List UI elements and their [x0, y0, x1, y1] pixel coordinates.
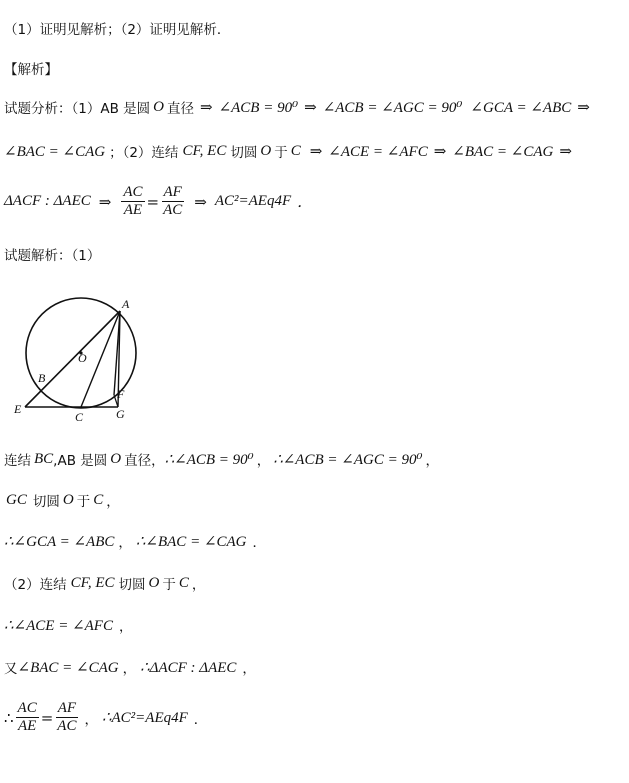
- solution-line-4: [4, 573, 205, 593]
- implies-arrow: ⇒: [304, 98, 317, 116]
- solution-text: ．: [193, 711, 208, 728]
- implies-arrow: ⇒: [199, 98, 213, 116]
- implies-arrow: ⇒: [559, 142, 572, 160]
- fraction: [55, 700, 78, 735]
- math-expression: CF, EC: [70, 574, 115, 591]
- solution-text: 连结: [4, 453, 31, 469]
- solution-text: ，: [122, 661, 137, 677]
- solution-text: 切圆: [118, 577, 146, 593]
- section-heading-text: 【解析】: [4, 62, 58, 78]
- solution-line-3: [4, 531, 266, 551]
- fraction-denominator: AE: [17, 718, 37, 734]
- label-c: C: [75, 410, 84, 424]
- geometry-figure: [10, 290, 160, 425]
- point-name: C: [290, 142, 301, 159]
- segment-name: BC: [34, 450, 54, 467]
- solution-text: 直径，: [124, 453, 165, 469]
- math-expression: ∠ACE = ∠AFC: [328, 143, 428, 160]
- analysis-line-3: [4, 184, 312, 219]
- answer-line: [4, 18, 230, 38]
- math-expression: AC²=AEq4F: [214, 193, 292, 209]
- point-name: C: [178, 574, 189, 591]
- fraction-numerator: AF: [57, 700, 77, 716]
- label-a: A: [122, 297, 130, 311]
- fraction-numerator: AC: [17, 700, 37, 716]
- solution-text: ，: [118, 619, 133, 635]
- implies-arrow: ⇒: [309, 142, 323, 160]
- period: ．: [297, 195, 313, 211]
- label-b: B: [38, 371, 46, 385]
- fraction-numerator: AC: [123, 184, 143, 200]
- math-expression: ∴∠ACB = ∠AGC = 90⁰: [273, 451, 423, 468]
- solution-line-2: [4, 490, 120, 510]
- math-expression: CF, EC: [182, 142, 227, 159]
- analysis-text: AB 是圆: [100, 101, 151, 117]
- solution-text: 于: [162, 577, 176, 593]
- equals-sign: =: [146, 192, 160, 211]
- solution-text: ，: [242, 661, 256, 677]
- solution-line-1: [4, 449, 439, 469]
- solution-line-6: [4, 657, 256, 677]
- solution-text: ，: [84, 711, 98, 728]
- label-f: F: [117, 387, 125, 401]
- solution-text: ，: [106, 494, 120, 510]
- analysis-text: ；（2）连结: [109, 145, 179, 161]
- math-expression: ∠BAC = ∠CAG: [452, 143, 554, 160]
- solution-text: ，: [191, 577, 206, 593]
- solution-text: ,AB 是圆: [53, 453, 108, 469]
- math-expression: ∴∠GCA = ∠ABC: [4, 533, 115, 550]
- circle-name: O: [260, 142, 272, 159]
- analysis-line-1: [4, 97, 596, 117]
- math-expression: ∴∠BAC = ∠CAG: [135, 533, 247, 550]
- math-expression: ∠ACB = ∠AGC = 90⁰: [322, 99, 463, 116]
- fraction-denominator: AE: [123, 202, 143, 218]
- label-e: E: [14, 402, 22, 416]
- math-expression: ∠BAC = ∠CAG: [4, 143, 106, 160]
- circle-name: O: [153, 98, 164, 115]
- solution-line-7: [4, 700, 207, 735]
- math-expression: ∴AC²=AEq4F: [101, 710, 188, 726]
- analysis-line-2: [4, 141, 578, 161]
- analysis-text: 切圆: [230, 145, 258, 161]
- analysis-text: 直径: [166, 101, 194, 117]
- therefore-symbol: ∴: [4, 708, 14, 727]
- solution-line-5: [4, 615, 132, 635]
- segment-name: GC: [6, 491, 27, 508]
- math-expression: ∴∠ACB = 90⁰: [164, 451, 254, 468]
- solution-label-line: [4, 244, 100, 264]
- analysis-text: 于: [274, 145, 288, 161]
- implies-arrow: ⇒: [98, 192, 112, 211]
- solution-text: ，: [256, 453, 271, 469]
- math-expression: ∠GCA = ∠ABC: [470, 99, 572, 116]
- circle-name: O: [110, 450, 122, 467]
- segment-ae: [25, 311, 120, 407]
- solution-text: （2）连结: [4, 577, 67, 593]
- fraction-denominator: AC: [163, 202, 183, 218]
- implies-arrow: ⇒: [577, 98, 590, 116]
- fraction: [161, 184, 184, 219]
- solution-text: 又: [4, 661, 18, 677]
- math-expression: ∠ACB = 90⁰: [218, 99, 299, 116]
- math-expression: ∴∠ACE = ∠AFC: [4, 617, 113, 634]
- equals-sign: =: [40, 708, 54, 727]
- circle-name: O: [62, 491, 74, 508]
- implies-arrow: ⇒: [194, 192, 207, 211]
- solution-text: 于: [76, 494, 91, 510]
- solution-text: ，: [425, 453, 439, 469]
- analysis-label: 试题分析：（1）: [4, 101, 101, 117]
- implies-arrow: ⇒: [433, 142, 447, 160]
- solution-text: ．: [252, 535, 267, 551]
- math-expression: ∠BAC = ∠CAG: [17, 659, 119, 676]
- solution-text: ，: [118, 535, 132, 551]
- math-expression: ΔACF : ΔAEC: [4, 193, 91, 209]
- fraction-denominator: AC: [57, 718, 77, 734]
- fraction: [121, 184, 144, 219]
- section-heading: [4, 58, 58, 78]
- label-g: G: [116, 407, 125, 421]
- point-name: C: [93, 491, 104, 508]
- answer-text: （1）证明见解析；（2）证明见解析．: [4, 22, 231, 38]
- fraction-numerator: AF: [163, 184, 182, 200]
- math-expression: ∴ΔACF : ΔAEC: [140, 659, 237, 676]
- solution-text: 切圆: [32, 494, 60, 510]
- fraction: [16, 700, 39, 735]
- solution-label: 试题解析：（1）: [4, 248, 101, 264]
- circle-name: O: [148, 574, 160, 591]
- label-o: O: [78, 351, 87, 365]
